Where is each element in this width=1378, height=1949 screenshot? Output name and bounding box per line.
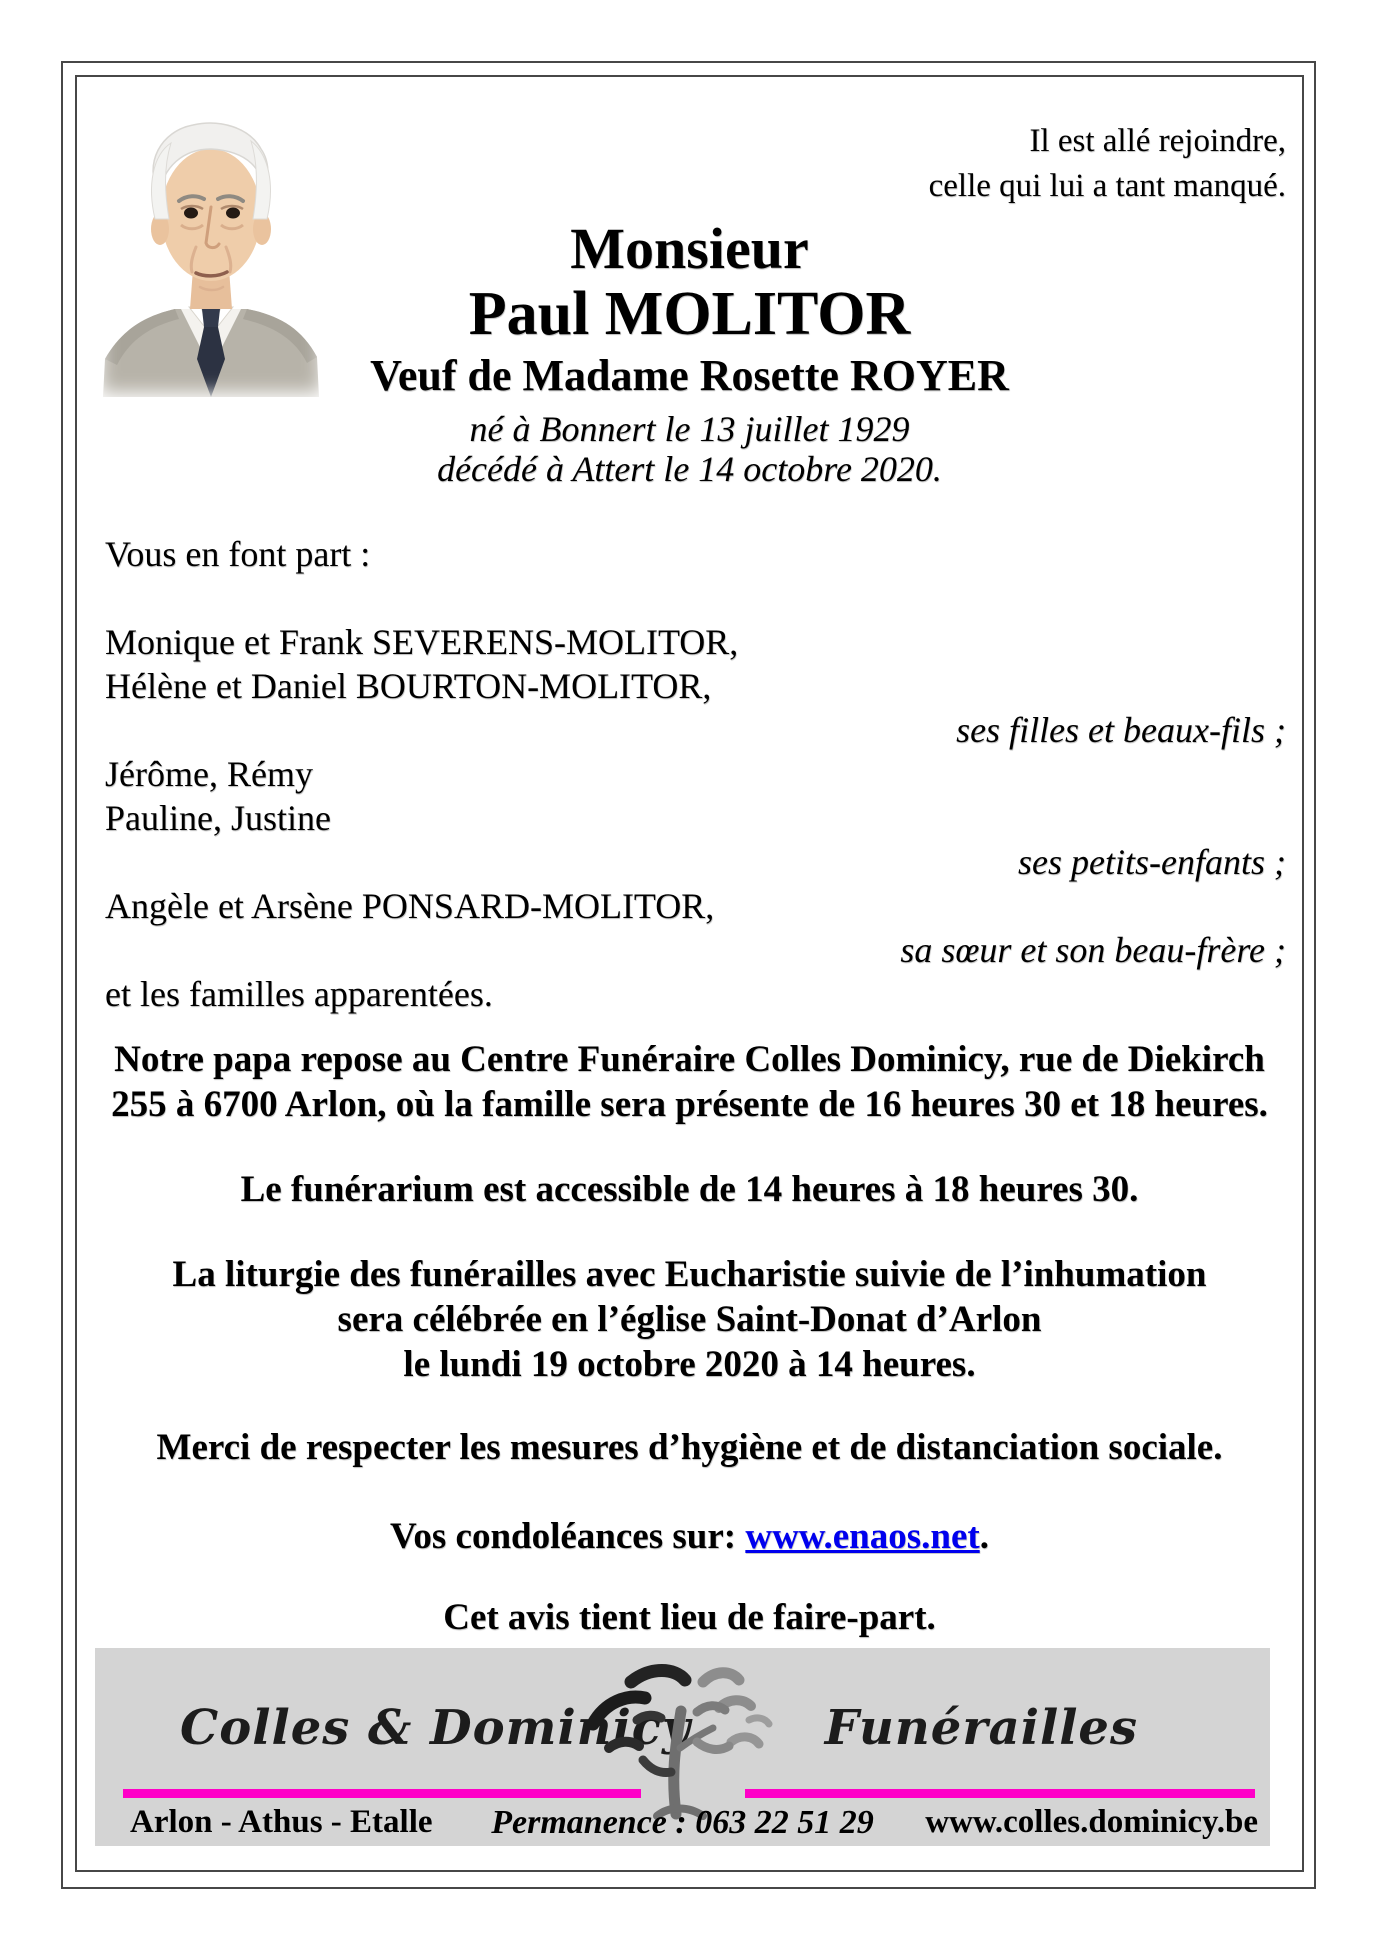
- branch-cities: Arlon - Athus - Etalle: [130, 1804, 433, 1840]
- family-block: [105, 532, 1286, 1016]
- birth-line: né à Bonnert le 13 juillet 1929: [469, 409, 910, 449]
- widower-line: Veuf de Madame Rosette ROYER: [370, 351, 1009, 400]
- deceased-name: Paul MOLITOR: [468, 280, 911, 348]
- relation-note-daughters: ses filles et beaux-fils ;: [956, 710, 1286, 750]
- repose-line-1: Notre papa repose au Centre Funéraire Colles Dominicy, rue de Diekirch: [114, 1039, 1265, 1080]
- liturgy-paragraph: [87, 1252, 1292, 1387]
- family-closing: et les familles apparentées.: [105, 974, 493, 1014]
- condolences-link[interactable]: www.enaos.net: [745, 1516, 980, 1557]
- family-line: Hélène et Daniel BOURTON-MOLITOR,: [105, 666, 712, 706]
- funeral-home-banner: [95, 1648, 1270, 1846]
- death-line: décédé à Attert le 14 octobre 2020.: [437, 449, 942, 489]
- accent-line-right: [745, 1789, 1255, 1798]
- footer-info-row: [95, 1804, 1270, 1846]
- family-line: Monique et Frank SEVERENS-MOLITOR,: [105, 622, 739, 662]
- liturgy-line-3: le lundi 19 octobre 2020 à 14 heures.: [403, 1344, 976, 1385]
- title-block: [77, 217, 1302, 489]
- liturgy-line-2: sera célébrée en l’église Saint-Donat d’Arlon: [337, 1299, 1042, 1340]
- family-line: Pauline, Justine: [105, 798, 331, 838]
- notices-block: [87, 1037, 1292, 1680]
- quote-block: [929, 119, 1286, 209]
- closing-paragraph: Cet avis tient lieu de faire-part.: [443, 1597, 936, 1638]
- relation-note-grandchildren: ses petits-enfants ;: [1018, 842, 1286, 882]
- inner-border: [75, 75, 1304, 1872]
- company-name: Colles & Dominicy: [180, 1700, 691, 1756]
- condolences-paragraph: [87, 1514, 1292, 1559]
- salutation: Monsieur: [570, 216, 809, 281]
- funerarium-paragraph: Le funérarium est accessible de 14 heures à 18 heures 30.: [240, 1169, 1139, 1210]
- spacer: [105, 576, 1286, 620]
- permanence-phone: Permanence : 063 22 51 29: [491, 1804, 874, 1841]
- repose-paragraph: [87, 1037, 1292, 1127]
- quote-line-1: Il est allé rejoindre,: [1029, 123, 1286, 159]
- hygiene-paragraph: Merci de respecter les mesures d’hygiène et de distanciation sociale.: [156, 1427, 1223, 1468]
- quote-line-2: celle qui lui a tant manqué.: [928, 168, 1286, 204]
- condolences-suffix: .: [979, 1516, 989, 1557]
- liturgy-line-1: La liturgie des funérailles avec Eucharistie suivie de l’inhumation: [172, 1254, 1207, 1295]
- company-website: www.colles.dominicy.be: [925, 1804, 1258, 1840]
- family-line: Jérôme, Rémy: [105, 754, 313, 794]
- family-line: Angèle et Arsène PONSARD-MOLITOR,: [105, 886, 715, 926]
- announcement-intro: Vous en font part :: [105, 534, 371, 574]
- condolences-prefix: Vos condoléances sur:: [390, 1516, 737, 1557]
- relation-note-sister: sa sœur et son beau-frère ;: [900, 930, 1286, 970]
- accent-line-left: [123, 1789, 641, 1798]
- repose-line-2: 255 à 6700 Arlon, où la famille sera présente de 16 heures 30 et 18 heures.: [111, 1084, 1268, 1125]
- company-service-label: Funérailles: [824, 1700, 1138, 1756]
